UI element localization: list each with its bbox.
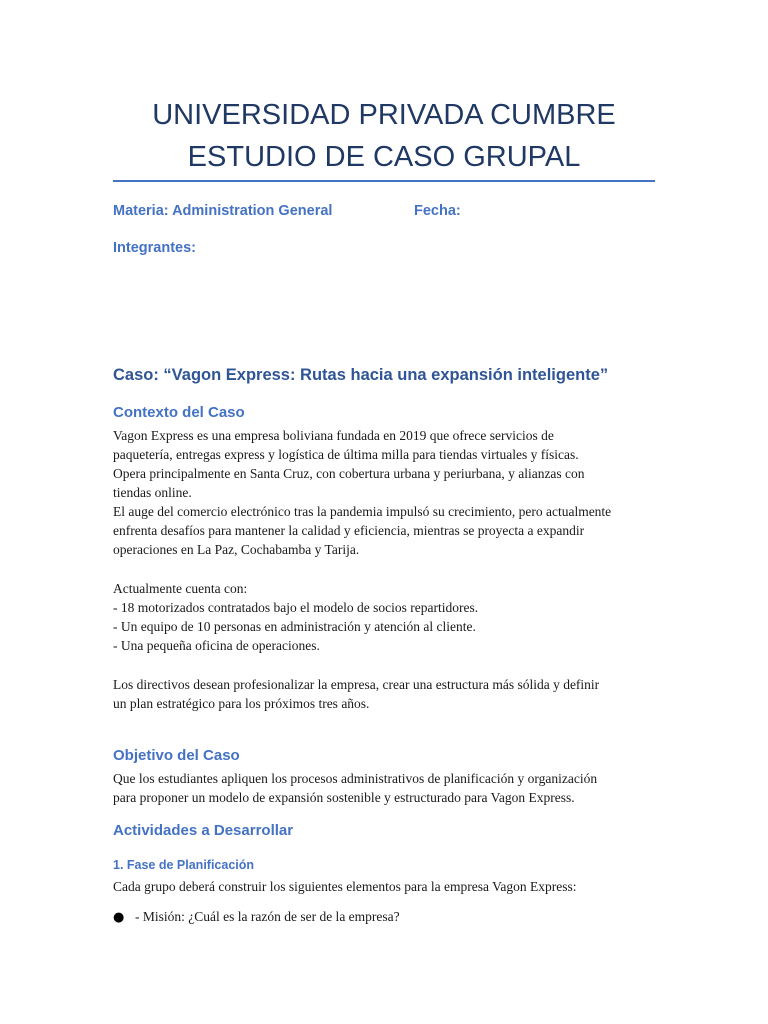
contexto-heading: Contexto del Caso xyxy=(113,404,245,421)
phase1-heading: 1. Fase de Planificación xyxy=(113,858,255,872)
actividades-heading: Actividades a Desarrollar xyxy=(113,822,294,839)
resources-intro: Actualmente cuenta con: xyxy=(113,581,248,596)
contexto-line: paquetería, entregas express y logística de última milla para tiendas virtuales y físicas. xyxy=(113,447,579,462)
resource-item: - Un equipo de 10 personas en administración y atención al cliente. xyxy=(113,619,476,634)
materia-label: Materia: Administration General xyxy=(113,203,333,219)
closing-line: Los directivos desean profesionalizar la empresa, crear una estructura más sólida y definir xyxy=(113,677,600,692)
resource-item: - 18 motorizados contratados bajo el modelo de socios repartidores. xyxy=(113,600,479,615)
contexto-line: operaciones en La Paz, Cochabamba y Tarija. xyxy=(113,542,360,557)
objetivo-heading: Objetivo del Caso xyxy=(113,747,240,764)
contexto-line: enfrenta desafíos para mantener la calidad y eficiencia, mientras se proyecta a expandir xyxy=(113,523,585,538)
objetivo-line: Que los estudiantes apliquen los procesos administrativos de planificación y organización xyxy=(113,771,598,786)
document-title-line-2: ESTUDIO DE CASO GRUPAL xyxy=(187,141,581,173)
contexto-line: Opera principalmente en Santa Cruz, con cobertura urbana y periurbana, y alianzas con xyxy=(113,466,585,481)
document-title-line-1: UNIVERSIDAD PRIVADA CUMBRE xyxy=(152,99,616,131)
bullet-dot-icon: ● xyxy=(113,910,125,925)
title-divider xyxy=(113,180,655,182)
bullet-item-mision: - Misión: ¿Cuál es la razón de ser de la empresa? xyxy=(135,909,400,924)
closing-line: un plan estratégico para los próximos tres años. xyxy=(113,696,370,711)
resource-item: - Una pequeña oficina de operaciones. xyxy=(113,638,320,653)
contexto-line: tiendas online. xyxy=(113,485,192,500)
case-title: Caso: “Vagon Express: Rutas hacia una expansión inteligente” xyxy=(113,366,609,384)
fecha-label: Fecha: xyxy=(414,203,461,219)
phase1-intro: Cada grupo deberá construir los siguientes elementos para la empresa Vagon Express: xyxy=(113,879,577,894)
integrantes-label: Integrantes: xyxy=(113,240,196,256)
contexto-line: El auge del comercio electrónico tras la pandemia impulsó su crecimiento, pero actualmente xyxy=(113,504,612,519)
contexto-line: Vagon Express es una empresa boliviana fundada en 2019 que ofrece servicios de xyxy=(113,428,554,443)
objetivo-line: para proponer un modelo de expansión sostenible y estructurado para Vagon Express. xyxy=(113,790,575,805)
